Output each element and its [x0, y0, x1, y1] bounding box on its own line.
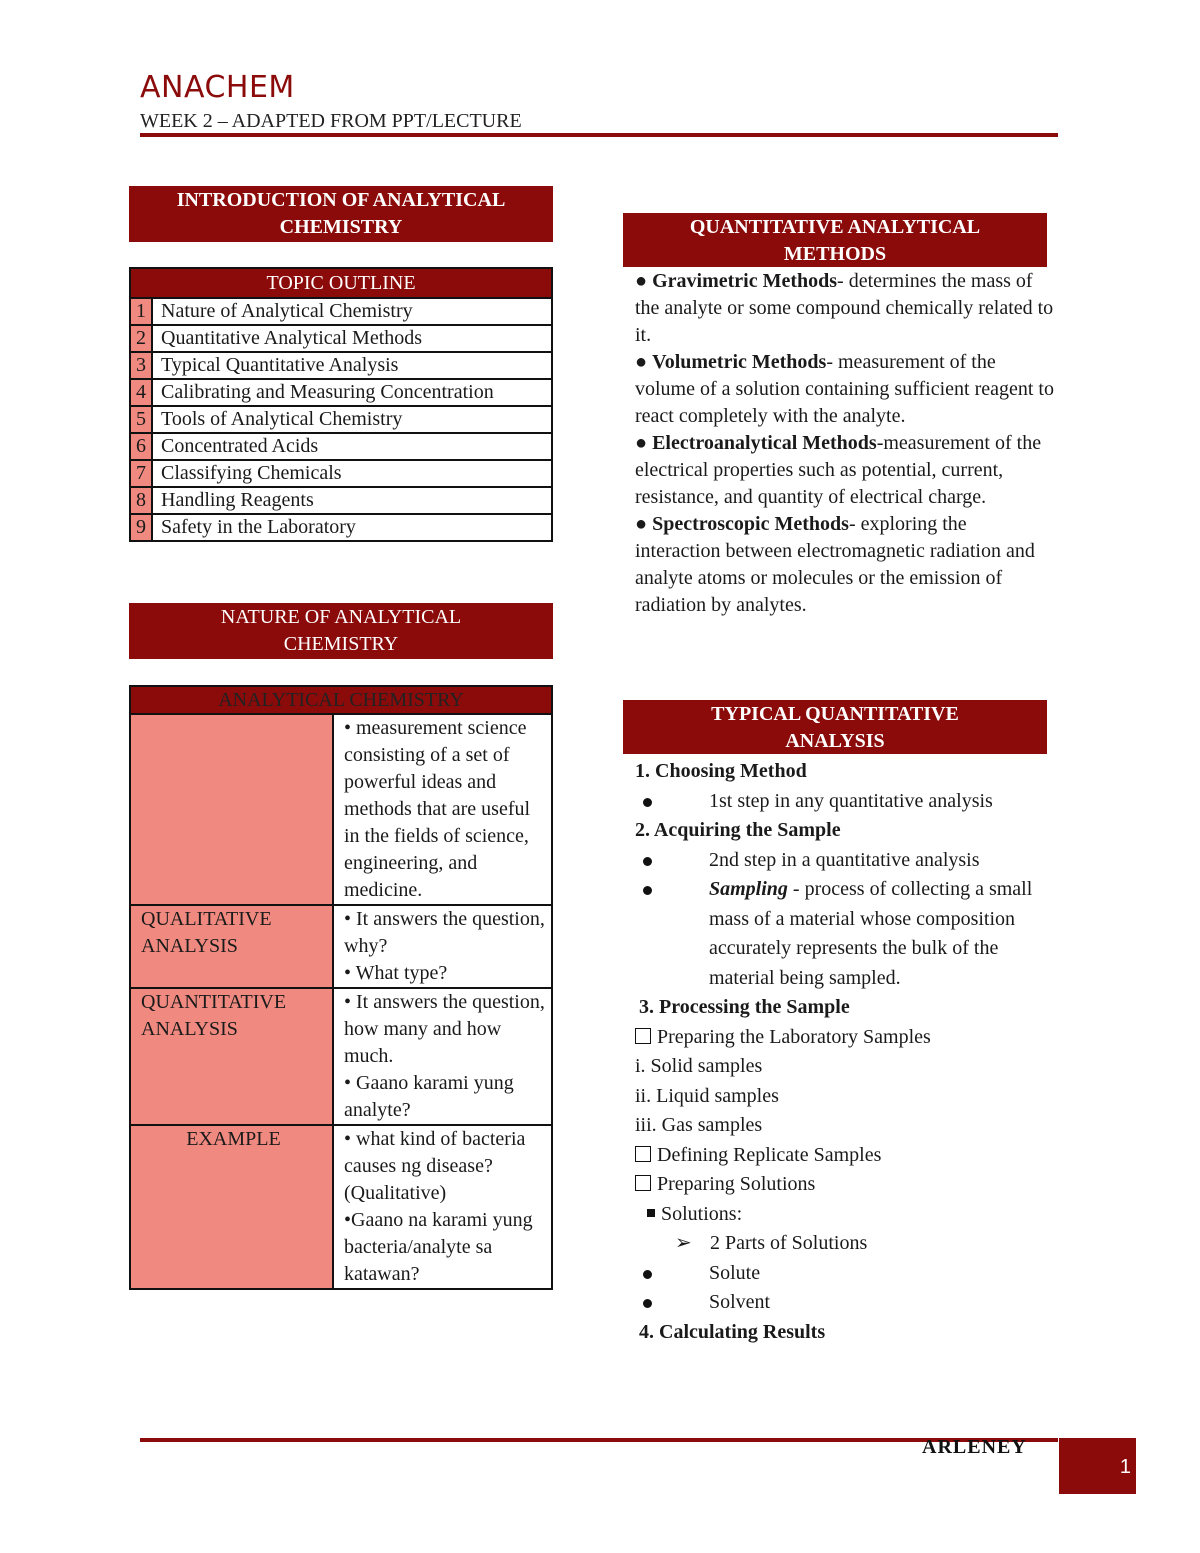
- outline-text: Safety in the Laboratory: [152, 514, 552, 541]
- list-item: [671, 846, 1055, 876]
- outline-text: Typical Quantitative Analysis: [152, 352, 552, 379]
- row-label: QUANTITATIVE ANALYSIS: [130, 988, 333, 1125]
- list-item: [647, 1200, 1055, 1230]
- row-line: •Gaano na karami yung bacteria/analyte sa katawan?: [344, 1209, 533, 1285]
- arrow-bullet-icon: ➢: [675, 1232, 692, 1254]
- list-item: [635, 1023, 1055, 1053]
- step-text: Solute: [709, 1261, 761, 1284]
- methods-list: [635, 268, 1055, 619]
- bullet-icon: [643, 886, 652, 895]
- bullet-icon: ●: [635, 270, 648, 292]
- typical-steps: [635, 757, 1055, 1347]
- section-nature-line1: NATURE OF ANALYTICAL: [220, 606, 462, 628]
- table-row: [130, 379, 552, 406]
- method-name: Spectroscopic Methods: [652, 513, 849, 535]
- row-line: • what kind of bacteria causes ng disease? (Qualitative): [344, 1128, 526, 1204]
- list-item: [635, 430, 1055, 511]
- row-text: [333, 988, 552, 1125]
- header-rule: [140, 133, 1058, 137]
- row-label: [130, 714, 333, 905]
- section-quantitative-methods-header: [623, 213, 1047, 267]
- list-item: ii. Liquid samples: [635, 1084, 779, 1107]
- method-name: Electroanalytical Methods: [652, 432, 877, 454]
- document-subtitle: WEEK 2 – ADAPTED FROM PPT/LECTURE: [140, 110, 522, 132]
- step-text: Preparing the Laboratory Samples: [657, 1025, 931, 1048]
- section-typical-analysis-header: [623, 700, 1047, 754]
- bullet-icon: [643, 1299, 652, 1308]
- outline-text: Concentrated Acids: [152, 433, 552, 460]
- outline-num: 5: [130, 406, 152, 433]
- bullet-icon: [643, 1270, 652, 1279]
- footer-author: ARLENEY: [922, 1436, 1027, 1458]
- footer-rule: [140, 1438, 1058, 1442]
- outline-text: Handling Reagents: [152, 487, 552, 514]
- outline-num: 9: [130, 514, 152, 541]
- step-text: - process of collecting a small mass of a material whose composition accurately represents the bulk of the material being sampled.: [709, 878, 1033, 989]
- step-text: Preparing Solutions: [657, 1173, 816, 1195]
- list-item: [671, 1288, 1055, 1318]
- section-nature-line2: CHEMISTRY: [283, 633, 399, 655]
- table-row: [130, 352, 552, 379]
- method-name: Gravimetric Methods: [652, 270, 838, 292]
- outline-num: 1: [130, 298, 152, 325]
- section-intro-line1: INTRODUCTION OF ANALYTICAL: [176, 189, 506, 211]
- step-text: Defining Replicate Samples: [657, 1143, 882, 1166]
- page-number: 1: [1119, 1456, 1131, 1478]
- table-row: [130, 905, 552, 988]
- document-title: ANACHEM: [140, 70, 295, 105]
- step-heading: 2. Acquiring the Sample: [635, 819, 841, 841]
- table-row: [130, 487, 552, 514]
- step-heading: 3. Processing the Sample: [639, 996, 850, 1018]
- table-row: [130, 514, 552, 541]
- section-intro-line2: CHEMISTRY: [279, 216, 403, 238]
- list-item: [635, 1170, 1055, 1200]
- step-text: Solvent: [709, 1291, 771, 1313]
- step-heading: 4. Calculating Results: [639, 1320, 826, 1343]
- table-row: [130, 714, 552, 905]
- step-heading: 1. Choosing Method: [635, 760, 807, 782]
- row-label: EXAMPLE: [130, 1125, 333, 1289]
- row-line: • It answers the question, how many and how much.: [344, 991, 545, 1067]
- step-text: Solutions:: [661, 1202, 743, 1225]
- list-item: [671, 787, 1055, 817]
- table-row: [130, 460, 552, 487]
- list-item: [635, 511, 1055, 619]
- outline-text: Tools of Analytical Chemistry: [152, 406, 552, 433]
- list-item: i. Solid samples: [635, 1055, 763, 1077]
- table-row: [130, 325, 552, 352]
- row-text: • measurement science consisting of a set of powerful ideas and methods that are useful in the fields of science, engineering, and medicine.: [333, 714, 552, 905]
- sampling-term: Sampling: [709, 878, 788, 900]
- topic-outline-header: TOPIC OUTLINE: [130, 268, 552, 298]
- outline-num: 8: [130, 487, 152, 514]
- outline-num: 3: [130, 352, 152, 379]
- outline-text: Classifying Chemicals: [152, 460, 552, 487]
- row-line: • It answers the question, why?: [344, 908, 545, 957]
- method-desc: - determines the mass of the analyte or some compound chemically related to it.: [635, 270, 1054, 346]
- section-quant-line1: QUANTITATIVE ANALYTICAL: [689, 216, 981, 238]
- table-row: [130, 406, 552, 433]
- method-desc: - measurement of the volume of a solution containing sufficient reagent to react completely with the analyte.: [635, 351, 1054, 427]
- section-nature-header: [129, 603, 553, 659]
- table-row: [130, 298, 552, 325]
- bullet-icon: ●: [635, 513, 648, 535]
- step-text: 1st step in any quantitative analysis: [709, 789, 993, 812]
- bullet-icon: ●: [635, 351, 648, 373]
- method-desc: -measurement of the electrical properties such as potential, current, resistance, and quantity of electrical charge.: [635, 432, 1042, 508]
- list-item: [675, 1229, 1055, 1259]
- list-item: [671, 1259, 1055, 1289]
- method-name: Volumetric Methods: [652, 351, 827, 373]
- outline-num: 2: [130, 325, 152, 352]
- outline-num: 6: [130, 433, 152, 460]
- outline-num: 7: [130, 460, 152, 487]
- table-row: [130, 988, 552, 1125]
- section-quant-line2: METHODS: [783, 243, 887, 265]
- topic-outline-table: [129, 267, 553, 542]
- list-item: [635, 268, 1055, 349]
- step-text: 2nd step in a quantitative analysis: [709, 848, 980, 871]
- section-typical-line2: ANALYSIS: [785, 730, 885, 752]
- row-text: [333, 905, 552, 988]
- analytical-table-header: ANALYTICAL CHEMISTRY: [130, 686, 552, 714]
- outline-text: Quantitative Analytical Methods: [152, 325, 552, 352]
- bullet-icon: [643, 798, 652, 807]
- row-line: • Gaano karami yung analyte?: [344, 1072, 514, 1121]
- section-typical-line1: TYPICAL QUANTITATIVE: [711, 703, 959, 725]
- bullet-icon: [643, 857, 652, 866]
- outline-text: Nature of Analytical Chemistry: [152, 298, 552, 325]
- list-item: [635, 1141, 1055, 1171]
- row-text: [333, 1125, 552, 1289]
- row-label: QUALITATIVE ANALYSIS: [130, 905, 333, 988]
- outline-num: 4: [130, 379, 152, 406]
- outline-text: Calibrating and Measuring Concentration: [152, 379, 552, 406]
- table-row: [130, 433, 552, 460]
- method-desc: - exploring the interaction between electromagnetic radiation and analyte atoms or molecules or the emission of radiation by analytes.: [635, 513, 1035, 616]
- step-text: 2 Parts of Solutions: [710, 1232, 868, 1254]
- list-item: [671, 875, 1055, 993]
- list-item: [635, 349, 1055, 430]
- row-line: • What type?: [344, 962, 448, 984]
- checkbox-icon: [635, 1175, 651, 1191]
- analytical-chemistry-table: [129, 685, 553, 1290]
- checkbox-icon: [635, 1028, 651, 1044]
- section-intro-header: [129, 186, 553, 242]
- table-row: [130, 1125, 552, 1289]
- square-bullet-icon: [647, 1209, 655, 1217]
- bullet-icon: ●: [635, 432, 648, 454]
- list-item: iii. Gas samples: [635, 1114, 763, 1136]
- checkbox-icon: [635, 1146, 651, 1162]
